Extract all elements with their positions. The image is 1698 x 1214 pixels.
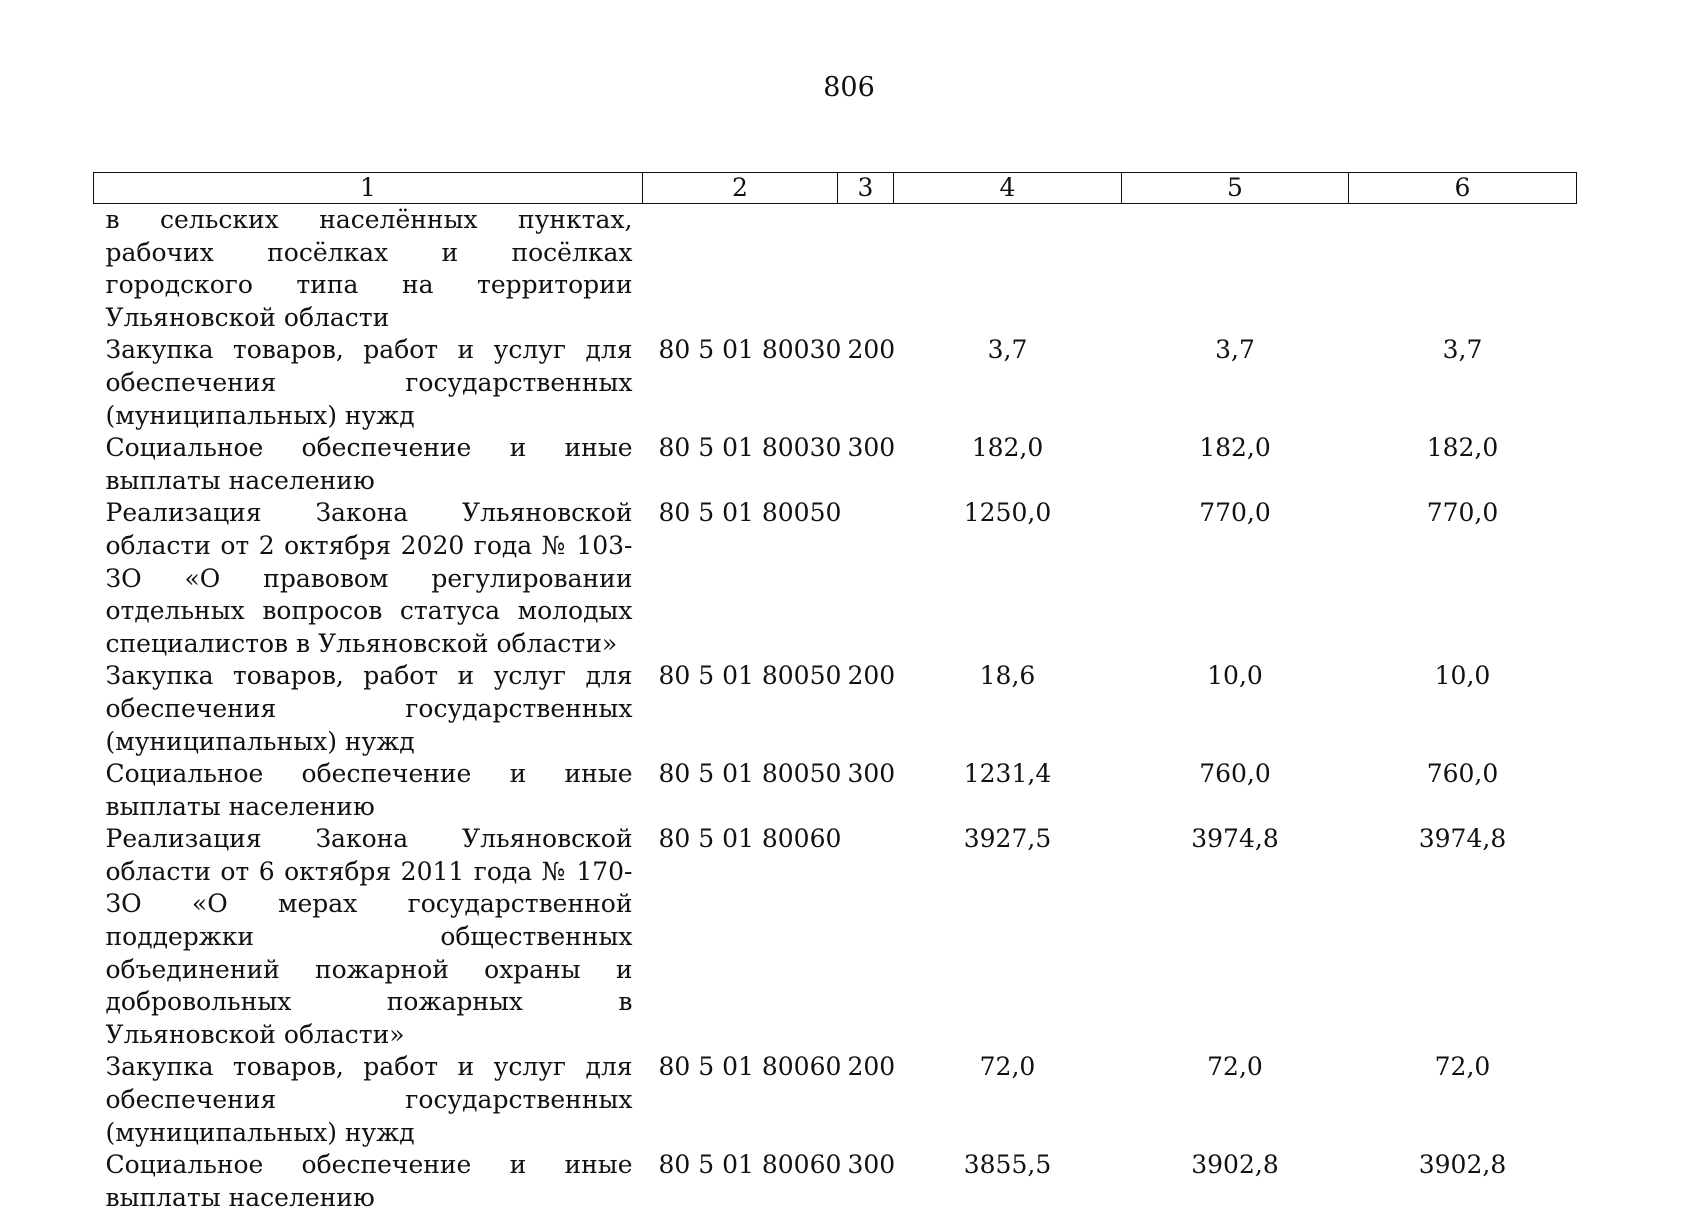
row-value-5 — [1122, 204, 1349, 335]
row-name: Реализация Закона Ульяновской области от 2 октября 2020 года № 103-ЗО «О правовом регулировании отдельных вопросов статуса молодых специалистов в Ульяновской области» — [105, 498, 633, 658]
row-code: 80 5 01 80030 — [658, 335, 842, 365]
row-name: Социальное обеспечение и иные выплаты населению — [105, 433, 633, 495]
row-name: Социальное обеспечение и иные выплаты населению — [105, 1150, 633, 1212]
row-value-4: 3,7 — [987, 335, 1028, 365]
row-name: Закупка товаров, работ и услуг для обеспечения государственных (муниципальных) нужд — [105, 661, 633, 756]
row-value-6: 760,0 — [1426, 759, 1499, 789]
row-type — [838, 823, 894, 1051]
row-type: 300 — [847, 433, 896, 463]
table-row — [94, 1149, 1577, 1214]
row-name: в сельских населённых пунктах, рабочих посёлках и посёлках городского типа на территории Ульяновской области — [105, 205, 633, 332]
row-name: Социальное обеспечение и иные выплаты населению — [105, 759, 633, 821]
table-row — [94, 334, 1577, 432]
row-name: Закупка товаров, работ и услуг для обеспечения государственных (муниципальных) нужд — [105, 335, 633, 430]
row-value-6: 3902,8 — [1418, 1150, 1507, 1180]
row-code: 80 5 01 80050 — [658, 498, 842, 528]
table-row — [94, 432, 1577, 497]
row-type: 200 — [847, 1052, 896, 1082]
row-value-4: 3855,5 — [963, 1150, 1052, 1180]
table-row — [94, 823, 1577, 1051]
row-value-6: 10,0 — [1434, 661, 1491, 691]
row-type: 200 — [847, 335, 896, 365]
row-value-4: 18,6 — [979, 661, 1036, 691]
row-value-5: 760,0 — [1199, 759, 1271, 789]
row-value-6: 770,0 — [1426, 498, 1499, 528]
header-col-6: 6 — [1349, 173, 1577, 204]
row-value-6: 3,7 — [1442, 335, 1483, 365]
row-value-6: 72,0 — [1434, 1052, 1491, 1082]
row-value-6: 3974,8 — [1418, 824, 1507, 854]
row-name: Закупка товаров, работ и услуг для обеспечения государственных (муниципальных) нужд — [105, 1052, 633, 1147]
row-type: 200 — [847, 661, 896, 691]
row-type — [838, 204, 894, 335]
header-col-2: 2 — [643, 173, 838, 204]
row-value-5: 10,0 — [1207, 661, 1263, 691]
row-code: 80 5 01 80050 — [658, 661, 842, 691]
table-row — [94, 204, 1577, 335]
header-col-3: 3 — [838, 173, 894, 204]
table-row — [94, 1051, 1577, 1149]
row-value-6: 182,0 — [1426, 433, 1499, 463]
row-value-5: 72,0 — [1207, 1052, 1263, 1082]
row-type: 300 — [847, 759, 896, 789]
budget-table — [93, 172, 1577, 1214]
row-value-4: 1231,4 — [963, 759, 1052, 789]
table-row — [94, 497, 1577, 660]
header-row — [94, 173, 1577, 204]
header-col-4: 4 — [894, 173, 1122, 204]
row-code — [643, 204, 838, 335]
page-number: 806 — [823, 72, 875, 103]
header-col-1: 1 — [94, 173, 643, 204]
row-value-5: 770,0 — [1199, 498, 1271, 528]
row-code: 80 5 01 80060 — [658, 824, 842, 854]
row-code: 80 5 01 80050 — [658, 759, 842, 789]
row-type — [838, 497, 894, 660]
row-value-6 — [1349, 204, 1577, 335]
row-code: 80 5 01 80060 — [658, 1052, 842, 1082]
row-value-4: 1250,0 — [963, 498, 1052, 528]
row-name: Реализация Закона Ульяновской области от 6 октября 2011 года № 170-ЗО «О мерах государственной поддержки общественных объединений пожарной охраны и добровольных пожарных в Ульяновской области» — [105, 824, 633, 1049]
row-code: 80 5 01 80030 — [658, 433, 842, 463]
row-value-4: 182,0 — [971, 433, 1044, 463]
table-row — [94, 660, 1577, 758]
row-value-5: 3974,8 — [1191, 824, 1279, 854]
table-row — [94, 758, 1577, 823]
row-type: 300 — [847, 1150, 896, 1180]
row-value-4: 3927,5 — [963, 824, 1052, 854]
row-value-5: 3,7 — [1215, 335, 1255, 365]
row-value-5: 3902,8 — [1191, 1150, 1279, 1180]
row-value-4: 72,0 — [979, 1052, 1036, 1082]
row-value-5: 182,0 — [1199, 433, 1271, 463]
row-value-4 — [894, 204, 1122, 335]
row-code: 80 5 01 80060 — [658, 1150, 842, 1180]
header-col-5: 5 — [1122, 173, 1349, 204]
